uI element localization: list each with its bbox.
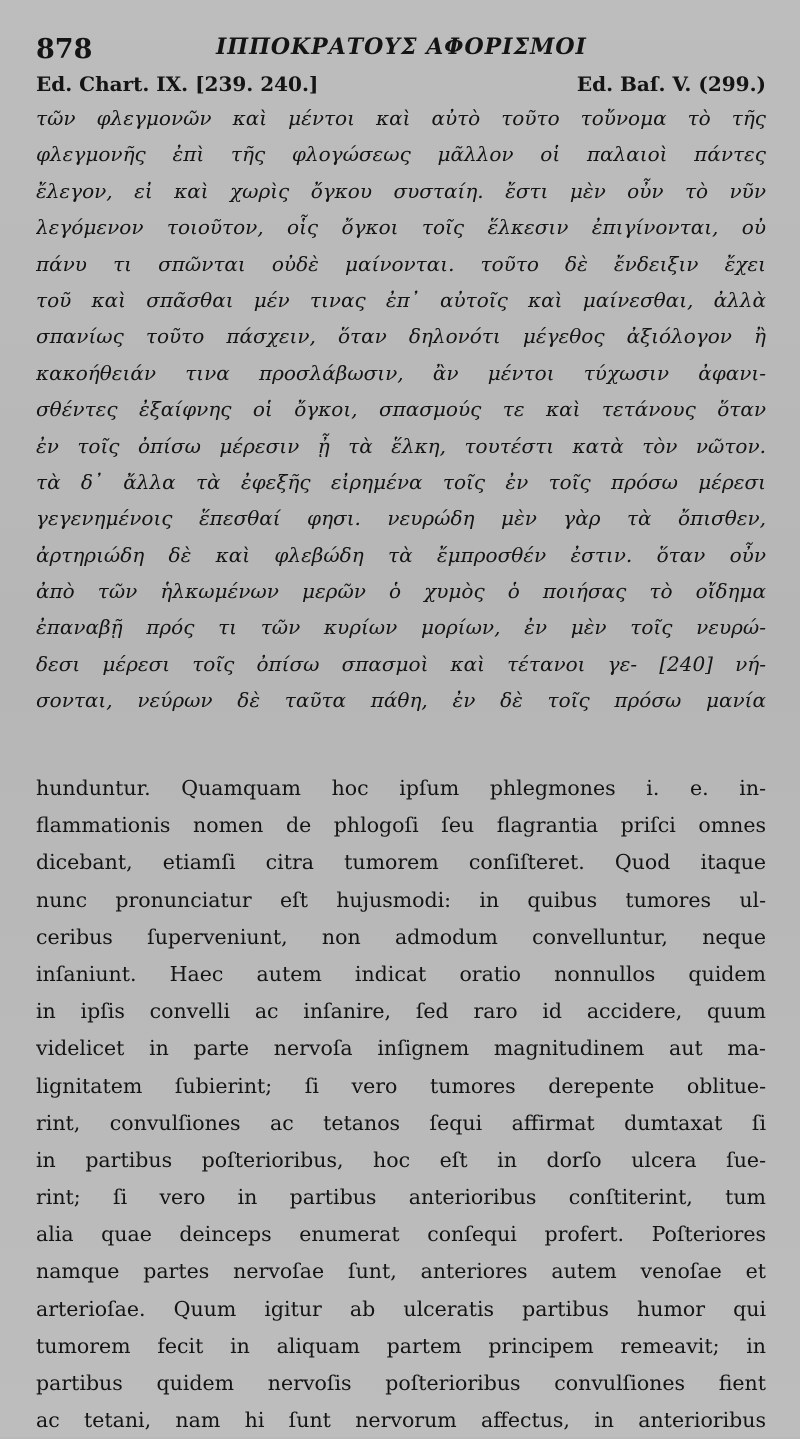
latin-line: ac tetani, nam hi ſunt nervorum affectus, in anterioribus: [36, 1408, 766, 1433]
latin-line: hunduntur. Quamquam hoc ipſum phlegmones i. e. in-: [36, 776, 766, 800]
latin-line: nunc pronunciatur eſt hujusmodi: in quibus tumores ul-: [36, 887, 766, 912]
greek-line: γεγενημένοις ἕπεσθαί φησι. νευρώδη μὲν γὰρ τὰ ὄπισθεν,: [36, 506, 766, 531]
greek-line: δεσι μέρεσι τοῖς ὀπίσω σπασμοὶ καὶ τέτανοι γε- [240] νή-: [36, 651, 766, 676]
latin-line: in partibus poſterioribus, hoc eſt in dorſo ulcera ſue-: [36, 1147, 766, 1172]
greek-line: ἐν τοῖς ὀπίσω μέρεσιν ᾖ τὰ ἕλκη, τουτέστι κατὰ τὸν νῶτον.: [36, 433, 766, 458]
latin-line: lignitatem ſubierint; ſi vero tumores derepente oblitue-: [36, 1073, 766, 1098]
latin-text-block: [36, 770, 766, 1439]
latin-line: inſaniunt. Haec autem indicat oratio nonnullos quidem: [36, 961, 766, 986]
greek-line: τοῦ καὶ σπᾶσθαι μέν τινας ἐπ᾽ αὐτοῖς καὶ μαίνεσθαι, ἀλλὰ: [36, 287, 766, 312]
greek-line: πάνυ τι σπῶνται οὐδὲ μαίνονται. τοῦτο δὲ ἔνδειξιν ἔχει: [36, 251, 766, 276]
greek-line: φλεγμονῆς ἐπὶ τῆς φλογώσεως μᾶλλον οἱ παλαιοὶ πάντες: [36, 142, 766, 167]
greek-line: ἐπαναβῇ πρός τι τῶν κυρίων μορίων, ἐν μὲν τοῖς νευρώ-: [36, 615, 766, 640]
latin-line: partibus quidem nervoſis poſterioribus convulſiones fient: [36, 1371, 766, 1395]
latin-line: namque partes nervoſae ſunt, anteriores autem venoſae et: [36, 1259, 766, 1284]
edition-basel-reference: Ed. Baſ. V. (299.): [576, 72, 766, 96]
latin-line: ceribus ſuperveniunt, non admodum convelluntur, neque: [36, 924, 766, 949]
greek-line: σονται, νεύρων δὲ ταῦτα πάθη, ἐν δὲ τοῖς πρόσω μανία: [36, 688, 766, 713]
page-header: [36, 28, 766, 68]
greek-line: σπανίως τοῦτο πάσχειν, ὅταν δηλονότι μέγεθος ἀξιόλογον ἢ: [36, 324, 766, 349]
greek-line: τῶν φλεγμονῶν καὶ μέντοι καὶ αὐτὸ τοῦτο τοὔνομα τὸ τῆς: [36, 106, 766, 130]
greek-line: ἔλεγον, εἰ καὶ χωρὶς ὄγκου συσταίη. ἔστι μὲν οὖν τὸ νῦν: [36, 178, 766, 203]
greek-line: λεγόμενον τοιοῦτον, οἷς ὄγκοι τοῖς ἕλκεσιν ἐπιγίνονται, οὐ: [36, 215, 766, 240]
latin-line: rint, convulſiones ac tetanos ſequi affirmat dumtaxat ſi: [36, 1110, 766, 1135]
latin-line: tumorem fecit in aliquam partem principem remeavit; in: [36, 1333, 766, 1358]
greek-text-block: [36, 100, 766, 719]
greek-line: σθέντες ἐξαίφνης οἱ ὄγκοι, σπασμούς τε καὶ τετάνους ὅταν: [36, 397, 766, 422]
edition-chart-reference: Ed. Chart. IX. [239. 240.]: [36, 72, 319, 96]
page-number: 878: [36, 34, 93, 65]
latin-line: flammationis nomen de phlogoſi ſeu flagrantia priſci omnes: [36, 813, 766, 838]
latin-line: dicebant, etiamſi citra tumorem conſiſteret. Quod itaque: [36, 850, 766, 875]
latin-line: alia quae deinceps enumerat conſequi profert. Poſteriores: [36, 1222, 766, 1247]
running-title: ΙΠΠΟΚΡΑΤΟΥΣ ΑΦΟΡΙΣΜΟΙ: [216, 34, 587, 60]
greek-line: ἀρτηριώδη δὲ καὶ φλεβώδη τὰ ἔμπροσθέν ἐστιν. ὅταν οὖν: [36, 542, 766, 567]
edition-references: [36, 72, 766, 102]
greek-line: ἀπὸ τῶν ἡλκωμένων μερῶν ὁ χυμὸς ὁ ποιήσας τὸ οἴδημα: [36, 579, 766, 604]
greek-line: τὰ δ᾽ ἄλλα τὰ ἐφεξῆς εἰρημένα τοῖς ἐν τοῖς πρόσω μέρεσι: [36, 469, 766, 494]
latin-line: videlicet in parte nervoſa inſignem magnitudinem aut ma-: [36, 1036, 766, 1061]
latin-line: rint; ſi vero in partibus anterioribus conſtiterint, tum: [36, 1185, 766, 1210]
latin-line: arterioſae. Quum igitur ab ulceratis partibus humor qui: [36, 1296, 766, 1321]
latin-line: in ipſis convelli ac inſanire, ſed raro id accidere, quum: [36, 999, 766, 1024]
greek-line: κακοήθειάν τινα προσλάβωσιν, ἂν μέντοι τύχωσιν ἀφανι-: [36, 360, 766, 385]
